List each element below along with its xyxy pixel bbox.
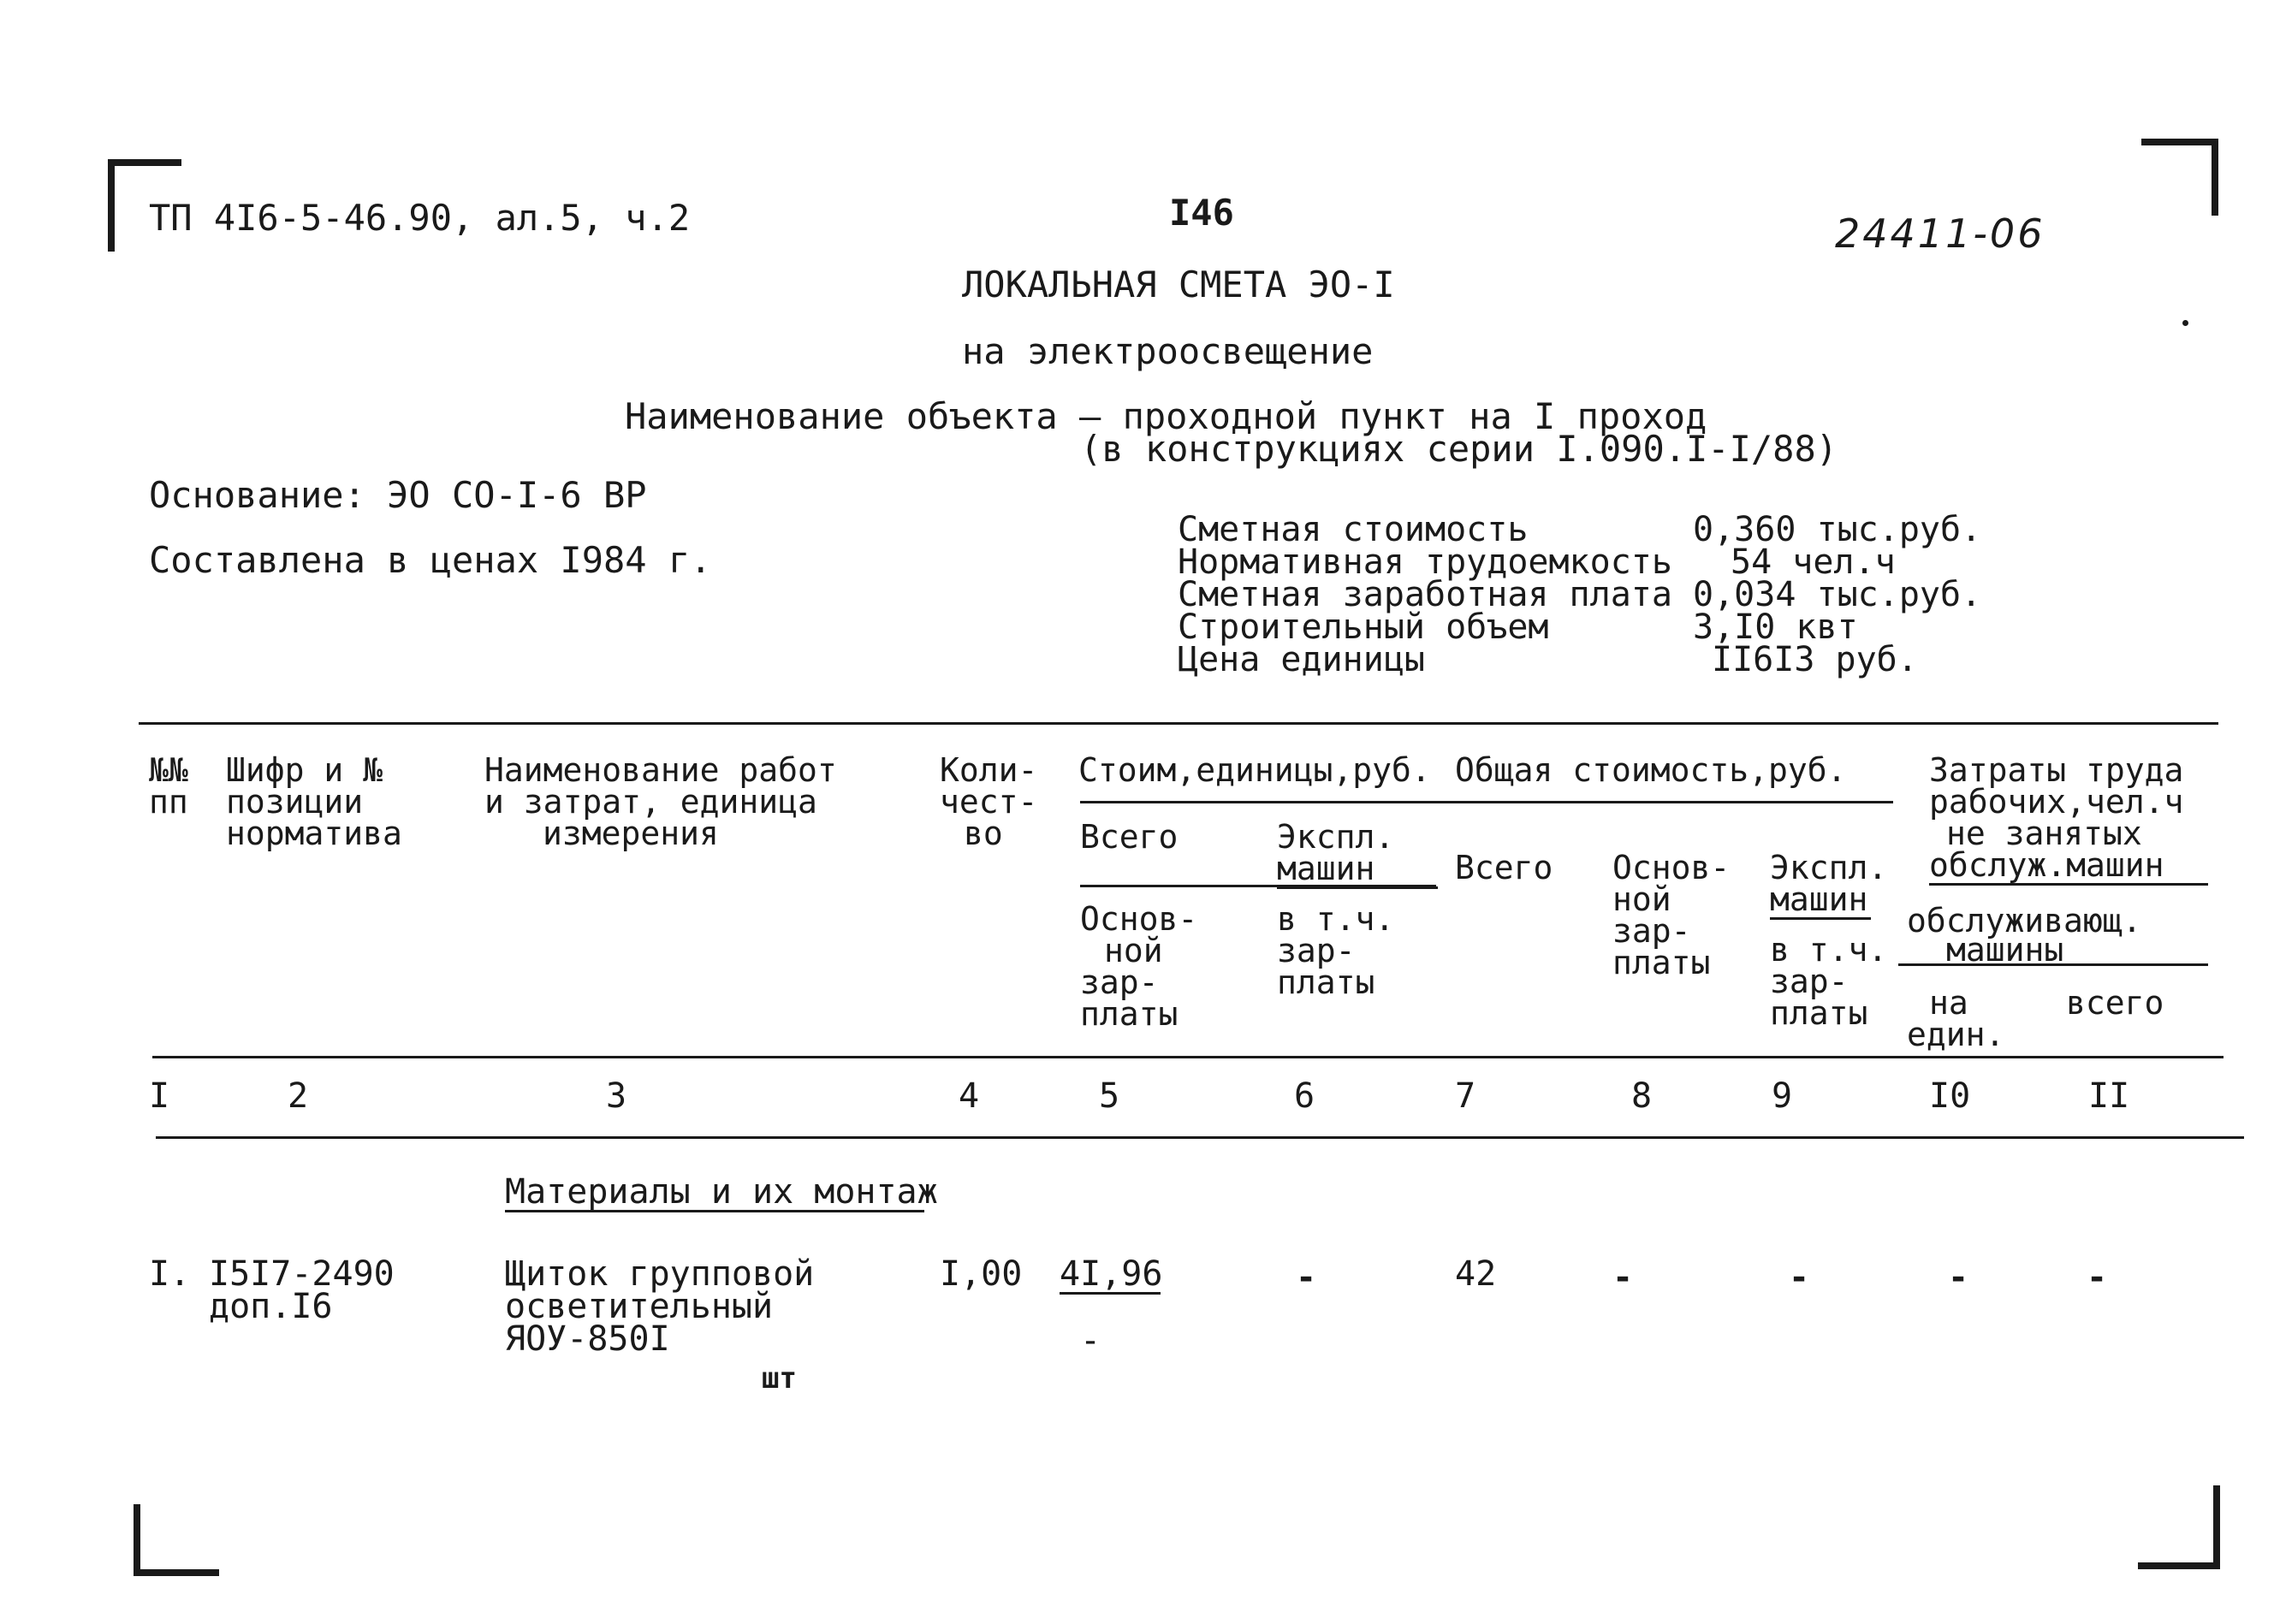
column-number: 4: [959, 1076, 980, 1116]
summary-value: II6I3 руб.: [1712, 640, 1918, 679]
column-number: 5: [1099, 1076, 1120, 1116]
header-labor-line1: Затраты труда: [1929, 751, 2184, 789]
header-labor-serving-line1: обслуживающ.: [1907, 902, 2142, 939]
column-number: I: [149, 1076, 170, 1116]
row-code-line2: доп.I6: [209, 1287, 333, 1326]
speck-dot: [2182, 320, 2188, 326]
header-col4-line3: во: [964, 815, 1003, 852]
summary-label: Строительный объем: [1178, 608, 1549, 647]
column-number: 8: [1631, 1076, 1653, 1116]
summary-label: Сметная заработная плата: [1178, 575, 1672, 614]
header-labor-line3: не занятых: [1946, 815, 2142, 852]
header-bottom-rule: [152, 1056, 2224, 1058]
header-labor-total: всего: [2066, 984, 2164, 1022]
header-unit-wage-line2: ной: [1104, 932, 1163, 969]
summary-value: 3,I0 квт: [1693, 608, 1858, 647]
header-unit-wage-line1: Основ-: [1080, 900, 1198, 938]
header-total-cost-group: Общая стоимость,руб.: [1455, 751, 1847, 789]
row-labor-total: -: [2087, 1258, 2108, 1297]
header-unit-total: Всего: [1080, 818, 1179, 856]
header-unit-wage-line4: платы: [1080, 995, 1179, 1033]
header-labor-line2: рабочих,чел.ч: [1929, 783, 2184, 821]
corner-mark-top-left-vertical: [108, 159, 115, 252]
object-name: Наименование объекта – проходной пункт на I проход: [625, 395, 1707, 437]
column-number: 9: [1772, 1076, 1793, 1116]
header-col2-line2: позиции: [226, 783, 364, 821]
header-col4-line2: чест-: [940, 783, 1038, 821]
header-total-machine-wage-line1: в т.ч.: [1770, 931, 1888, 969]
header-unit-machine-line1: Экспл.: [1277, 818, 1395, 856]
header-total-wage-line3: зар-: [1612, 912, 1691, 950]
table-top-rule: [139, 722, 2218, 725]
column-numbers-rule: [156, 1136, 2244, 1139]
header-total-machine-line1: Экспл.: [1770, 849, 1888, 886]
corner-mark-bottom-right-horizontal: [2138, 1562, 2220, 1569]
column-number: 2: [288, 1076, 309, 1116]
header-unit-machine-wage-line3: платы: [1277, 963, 1375, 1001]
corner-mark-top-left-horizontal: [108, 159, 181, 166]
row-unit-total: 4I,96: [1060, 1254, 1163, 1294]
row-total-wage: -: [1612, 1258, 1634, 1297]
header-labor-line4: обслуж.машин: [1929, 850, 2208, 886]
handwritten-number: 24411-06: [1835, 210, 2045, 257]
row-labor-unit: -: [1948, 1258, 1969, 1297]
row-unit-wage: -: [1080, 1321, 1101, 1360]
header-total-sum: Всего: [1455, 849, 1553, 886]
summary-label: Цена единицы: [1178, 640, 1425, 679]
row-code-line1: I5I7-2490: [209, 1254, 395, 1294]
header-labor-per-unit-line2: един.: [1907, 1016, 2005, 1053]
header-unit-machine-wage-line2: зар-: [1277, 932, 1356, 969]
header-labor-per-unit-line1: на: [1929, 984, 1968, 1022]
header-col4-line1: Коли-: [940, 751, 1038, 789]
header-col3-line2: и затрат, единица: [484, 783, 817, 821]
estimate-title: ЛОКАЛЬНАЯ СМЕТА ЭО-I: [962, 264, 1395, 305]
header-col3-line3: измерения: [543, 815, 719, 852]
header-col1-line2: пп: [149, 783, 188, 821]
row-number: I.: [149, 1254, 191, 1294]
header-total-wage-line1: Основ-: [1612, 849, 1731, 886]
row-quantity: I,00: [940, 1254, 1023, 1294]
summary-value: 0,034 тыс.руб.: [1693, 575, 1982, 614]
object-series: (в конструкциях серии I.090.I-I/88): [1080, 428, 1838, 470]
row-unit: шт: [762, 1361, 797, 1396]
header-unit-wage-line3: зар-: [1080, 963, 1159, 1001]
basis-prices: Составлена в ценах I984 г.: [149, 539, 712, 581]
header-total-wage-line2: ной: [1612, 880, 1671, 918]
header-col3-line1: Наименование работ: [484, 751, 837, 789]
document-code: ТП 4I6-5-46.90, ал.5, ч.2: [149, 197, 691, 239]
summary-value: 54 чел.ч: [1731, 542, 1896, 582]
column-number: 6: [1294, 1076, 1315, 1116]
column-number: II: [2088, 1076, 2130, 1116]
corner-mark-top-right-horizontal: [2141, 139, 2218, 145]
header-labor-serving-line2: машины: [1946, 931, 2064, 969]
header-unit-cost-group: Стоим,единицы,руб.: [1078, 751, 1431, 789]
summary-label: Сметная стоимость: [1178, 510, 1529, 549]
column-number: I0: [1929, 1076, 1971, 1116]
column-number: 7: [1455, 1076, 1476, 1116]
summary-value: 0,360 тыс.руб.: [1693, 510, 1982, 549]
section-title: Материалы и их монтаж: [505, 1172, 938, 1212]
row-unit-machine: -: [1296, 1258, 1317, 1297]
header-col1-line1: №№: [149, 751, 188, 789]
header-total-machine-wage-line3: платы: [1770, 994, 1868, 1032]
header-total-machine-line2: машин: [1770, 884, 1871, 920]
estimate-subtitle: на электроосвещение: [962, 330, 1374, 372]
corner-mark-bottom-left-vertical: [134, 1504, 140, 1576]
header-col2-line1: Шифр и №: [226, 751, 383, 789]
summary-label: Нормативная трудоемкость: [1178, 542, 1672, 582]
row-total: 42: [1455, 1254, 1497, 1294]
corner-mark-bottom-right-vertical: [2213, 1485, 2220, 1569]
header-unit-machine-wage-line1: в т.ч.: [1277, 900, 1395, 938]
header-total-wage-line4: платы: [1612, 944, 1711, 981]
header-total-machine-wage-line2: зар-: [1770, 963, 1849, 1000]
header-col2-line3: норматива: [226, 815, 402, 852]
basis-osnovanie: Основание: ЭО СО-I-6 ВР: [149, 474, 647, 516]
header-group-rule: [1080, 801, 1893, 803]
corner-mark-bottom-left-horizontal: [134, 1569, 219, 1576]
row-name-line2: осветительный: [505, 1287, 774, 1326]
row-total-machine: -: [1789, 1258, 1810, 1297]
column-number: 3: [606, 1076, 627, 1116]
header-unit-machine-line2: машин: [1277, 853, 1438, 889]
page-number: I46: [1169, 192, 1234, 234]
corner-mark-top-right-vertical: [2212, 139, 2218, 216]
row-name-line3: ЯОУ-850I: [505, 1319, 670, 1359]
row-name-line1: Щиток групповой: [505, 1254, 815, 1294]
